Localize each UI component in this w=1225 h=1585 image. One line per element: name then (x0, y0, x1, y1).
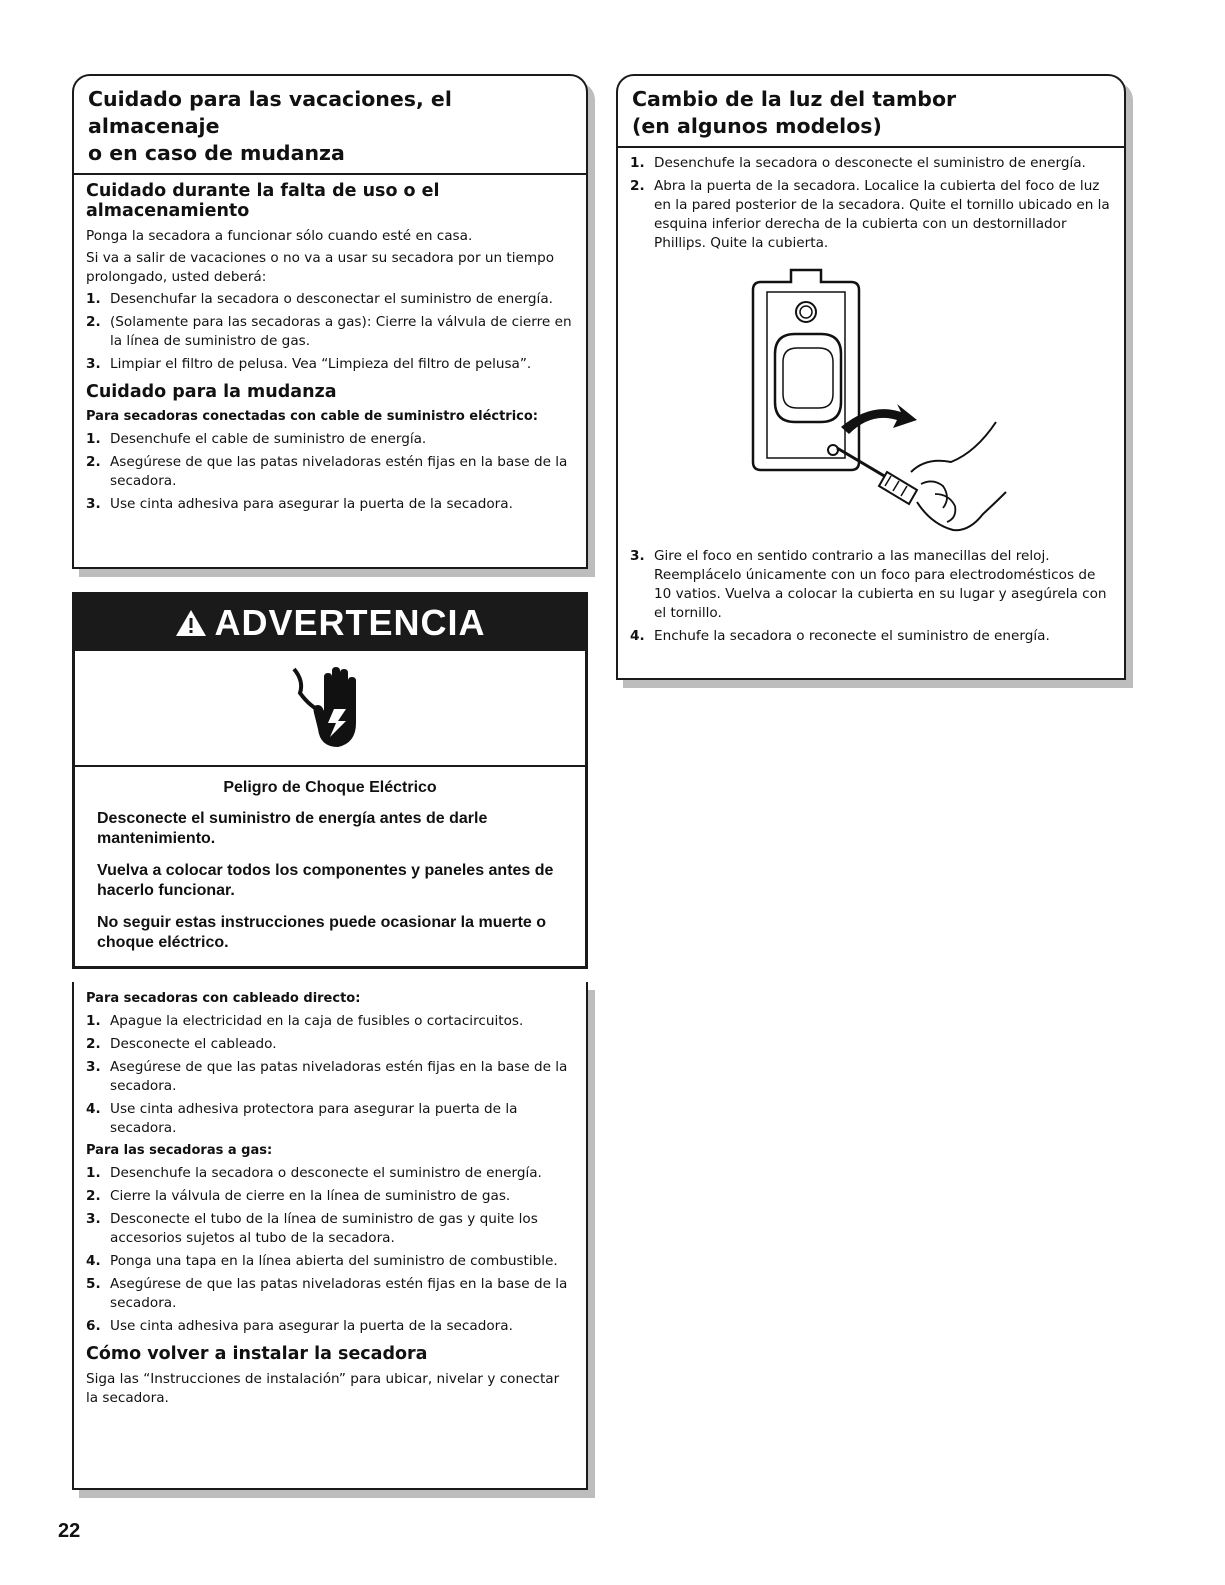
warning-line: Vuelva a colocar todos los componentes y paneles antes de hacerlo funcionar. (97, 862, 554, 899)
item-text: Gire el foco en sentido contrario a las manecillas del reloj. Reemplácelo únicamente con un foco para electrodomésticos de 10 vatios. Vuelva a colocar la cubierta en su lugar y asegúrela con el tornillo. (654, 548, 1107, 621)
item-text: Asegúrese de que las patas niveladoras estén fijas en la base de la secadora. (110, 1276, 568, 1311)
section-title (74, 76, 586, 175)
list-item (86, 430, 574, 449)
item-text: Limpiar el filtro de pelusa. Vea “Limpieza del filtro de pelusa”. (110, 356, 532, 372)
section-title (618, 76, 1124, 148)
item-number: 1. (86, 1165, 101, 1181)
item-text: Desenchufe el cable de suministro de energía. (110, 431, 427, 447)
item-number: 4. (86, 1253, 101, 1269)
item-number: 2. (86, 1036, 101, 1052)
item-text: Enchufe la secadora o reconecte el suministro de energía. (654, 628, 1050, 644)
item-number: 3. (630, 548, 645, 564)
drum-light-steps-b (630, 547, 1112, 646)
item-number: 3. (86, 1059, 101, 1075)
warning-line: No seguir estas instrucciones puede ocasionar la muerte o choque eléctrico. (97, 914, 547, 951)
item-number: 4. (86, 1101, 101, 1117)
list-item (86, 495, 574, 514)
subheading-reinstall: Cómo volver a instalar la secadora (86, 1344, 428, 1364)
item-number: 1. (86, 431, 101, 447)
list-item (86, 1275, 574, 1313)
item-number: 1. (630, 155, 645, 171)
paragraph: Siga las “Instrucciones de instalación” para ubicar, nivelar y conectar la secadora. (86, 1371, 560, 1406)
title-line-1: Cambio de la luz del tambor (632, 87, 957, 111)
drum-light-section (616, 74, 1126, 680)
storage-steps (86, 290, 574, 374)
shock-icon-area (75, 651, 585, 767)
warning-line: Desconecte el suministro de energía antes de darle mantenimiento. (97, 810, 488, 847)
list-item (630, 154, 1112, 173)
warning-label: ADVERTENCIA (214, 602, 486, 643)
page-number: 22 (58, 1520, 81, 1542)
warning-subtitle: Peligro de Choque Eléctrico (223, 779, 437, 796)
list-item (86, 313, 574, 351)
item-text: Desenchufe la secadora o desconecte el suministro de energía. (654, 155, 1086, 171)
item-number: 2. (86, 454, 101, 470)
item-text: Apague la electricidad en la caja de fusibles o cortacircuitos. (110, 1013, 524, 1029)
item-text: Desenchufe la secadora o desconecte el suministro de energía. (110, 1165, 542, 1181)
item-text: Desconecte el cableado. (110, 1036, 277, 1052)
list-item (630, 627, 1112, 646)
item-text: Desconecte el tubo de la línea de suministro de gas y quite los accesorios sujetos al tubo de la secadora. (110, 1211, 538, 1246)
item-text: Ponga una tapa en la línea abierta del suministro de combustible. (110, 1253, 558, 1269)
list-item (86, 1187, 574, 1206)
title-line-2: o en caso de mudanza (88, 141, 345, 165)
item-number: 1. (86, 291, 101, 307)
item-number: 3. (86, 356, 101, 372)
title-line-1: Cuidado para las vacaciones, el almacenaje (88, 87, 452, 138)
list-item (86, 1164, 574, 1183)
item-number: 6. (86, 1318, 101, 1334)
item-number: 4. (630, 628, 645, 644)
item-number: 2. (86, 314, 101, 330)
disconnect-section (72, 982, 588, 1490)
paragraph: Ponga la secadora a funcionar sólo cuando esté en casa. (86, 228, 473, 244)
list-item (86, 1210, 574, 1248)
item-text: Use cinta adhesiva para asegurar la puerta de la secadora. (110, 496, 513, 512)
list-item (86, 1317, 574, 1336)
direct-wire-steps (86, 1012, 574, 1138)
gas-steps (86, 1164, 574, 1336)
paragraph: Si va a salir de vacaciones o no va a usar su secadora por un tiempo prolongado, usted deberá: (86, 250, 555, 285)
item-number: 1. (86, 1013, 101, 1029)
title-line-2: (en algunos modelos) (632, 114, 882, 138)
drum-light-steps-a (630, 154, 1112, 253)
list-item (86, 453, 574, 491)
moving-steps (86, 430, 574, 514)
item-text: Asegúrese de que las patas niveladoras estén fijas en la base de la secadora. (110, 454, 568, 489)
minor-heading-gas: Para las secadoras a gas: (86, 1143, 273, 1158)
list-item (86, 1252, 574, 1271)
list-item (86, 1035, 574, 1054)
item-number: 5. (86, 1276, 101, 1292)
list-item (86, 1012, 574, 1031)
item-text: Abra la puerta de la secadora. Localice la cubierta del foco de luz en la pared posterior de la secadora. Quite el tornillo ubicado en la esquina inferior derecha de la cubierta con un destornillador Phillips. Quite la cubierta. (654, 178, 1110, 251)
item-text: Cierre la válvula de cierre en la línea de suministro de gas. (110, 1188, 511, 1204)
warning-box (72, 592, 588, 969)
item-text: Asegúrese de que las patas niveladoras estén fijas en la base de la secadora. (110, 1059, 568, 1094)
subheading-moving: Cuidado para la mudanza (86, 382, 337, 402)
item-number: 2. (630, 178, 645, 194)
item-number: 2. (86, 1188, 101, 1204)
drum-light-illustration (630, 257, 1112, 547)
list-item (86, 355, 574, 374)
item-text: Desenchufar la secadora o desconectar el suministro de energía. (110, 291, 553, 307)
list-item (86, 290, 574, 309)
subheading-storage: Cuidado durante la falta de uso o el almacenamiento (86, 181, 440, 221)
item-number: 3. (86, 1211, 101, 1227)
item-number: 3. (86, 496, 101, 512)
vacation-care-section (72, 74, 588, 569)
electric-shock-hand-icon (290, 663, 370, 753)
list-item (86, 1100, 574, 1138)
light-cover-screwdriver-illustration (721, 262, 1021, 542)
minor-heading: Para secadoras conectadas con cable de suministro eléctrico: (86, 409, 539, 424)
list-item (630, 177, 1112, 253)
list-item (630, 547, 1112, 623)
item-text: (Solamente para las secadoras a gas): Cierre la válvula de cierre en la línea de suministro de gas. (110, 314, 572, 349)
minor-heading-direct: Para secadoras con cableado directo: (86, 991, 361, 1006)
warning-banner (75, 595, 585, 651)
warning-triangle-icon (174, 608, 208, 638)
item-text: Use cinta adhesiva para asegurar la puerta de la secadora. (110, 1318, 513, 1334)
list-item (86, 1058, 574, 1096)
item-text: Use cinta adhesiva protectora para asegurar la puerta de la secadora. (110, 1101, 518, 1136)
